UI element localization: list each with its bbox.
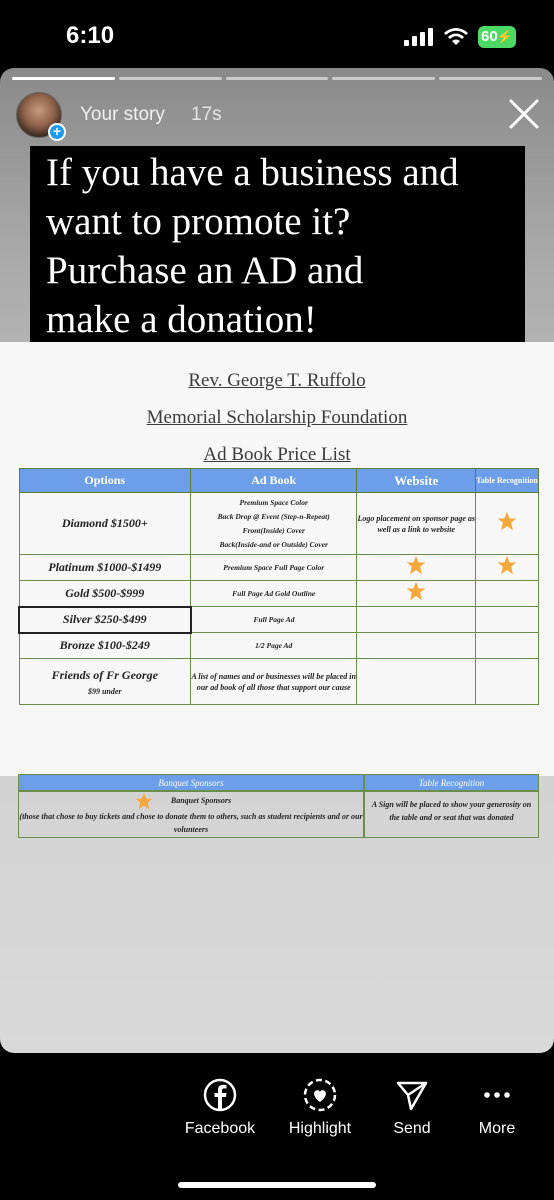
home-indicator[interactable] <box>178 1182 376 1188</box>
battery-level: 60 <box>481 28 498 45</box>
adbook-cell: 1/2 Page Ad <box>191 633 357 659</box>
progress-segment <box>119 77 222 80</box>
star-icon <box>406 555 426 575</box>
table-recognition-cell <box>476 581 539 607</box>
website-cell <box>357 581 476 607</box>
signal-icon <box>404 28 434 46</box>
highlight-button[interactable] <box>275 1078 365 1138</box>
headline-line: make a donation! <box>46 298 317 341</box>
table-recognition-cell <box>476 633 539 659</box>
headline-line: If you have a business and <box>46 151 459 194</box>
progress-segment <box>12 77 115 80</box>
battery-charging-icon <box>478 26 516 48</box>
facebook-button[interactable] <box>175 1078 265 1138</box>
close-icon[interactable] <box>508 98 540 130</box>
table-row <box>19 555 539 581</box>
status-bar <box>0 0 554 70</box>
option-name: Friends of Fr George <box>51 667 158 682</box>
progress-segment <box>226 77 329 80</box>
highlight-heart-icon <box>303 1078 337 1112</box>
adbook-cell: Premium Space Color Back Drop @ Event (Step-n-Repeat) Front(Inside) Cover Back(Inside-and or Outside) Cover <box>191 493 357 555</box>
website-cell <box>357 659 476 705</box>
option-cell: Platinum $1000-$1499 <box>19 555 191 581</box>
table-recognition-cell <box>476 493 539 555</box>
header-website: Website <box>357 469 476 493</box>
flyer-heading <box>0 444 554 466</box>
recognition-cell <box>364 791 539 838</box>
banquet-cell <box>18 791 364 838</box>
add-story-icon[interactable]: + <box>48 123 66 141</box>
website-cell <box>357 633 476 659</box>
wifi-icon <box>443 26 469 46</box>
highlight-label: Highlight <box>288 1120 352 1137</box>
more-label: More <box>478 1120 516 1137</box>
progress-segment <box>439 77 542 80</box>
flyer-title-line: Memorial Scholarship Foundation <box>146 407 408 428</box>
story-age: 17s <box>191 104 222 125</box>
adbook-cell: A list of names and or businesses will be placed in our ad book of all those that support our cause <box>191 659 357 705</box>
status-time: 6:10 <box>66 22 115 49</box>
headline-line: want to promote it? <box>46 200 351 243</box>
adbook-cell: Full Page Ad <box>191 607 357 633</box>
price-table-header <box>19 469 539 493</box>
table-recognition-cell <box>476 555 539 581</box>
table-row <box>19 659 539 705</box>
facebook-icon <box>203 1078 237 1112</box>
website-cell <box>357 555 476 581</box>
website-cell <box>357 607 476 633</box>
banquet-grid <box>18 774 539 838</box>
header-table-recognition: Table Recognition <box>476 469 539 493</box>
table-row <box>19 633 539 659</box>
send-icon <box>395 1078 429 1112</box>
progress-segment <box>332 77 435 80</box>
bolt-icon: ⚡ <box>496 29 513 44</box>
option-cell: Silver $250-$499 <box>19 607 191 633</box>
star-icon <box>406 581 426 601</box>
flyer-title-line: Rev. George T. Ruffolo <box>188 370 366 391</box>
banquet-text: (those that chose to buy tickets and chose to donate them to others, such as student recipients and or our volunteers <box>19 812 363 834</box>
table-row <box>19 607 539 633</box>
adbook-cell: Full Page Ad Gold Outline <box>191 581 357 607</box>
table-row <box>19 493 539 555</box>
story-headline <box>30 146 525 346</box>
story-action-bar <box>0 1058 554 1200</box>
banquet-title: Banquet Sponsors <box>170 796 232 805</box>
option-sub: $99 under <box>87 686 122 696</box>
more-icon <box>480 1078 514 1112</box>
send-label: Send <box>393 1120 431 1137</box>
flyer-subtitle <box>0 407 554 429</box>
flyer-title-line: Ad Book Price List <box>203 444 351 465</box>
headline-line: Purchase an AD and <box>46 249 364 292</box>
facebook-label: Facebook <box>184 1120 256 1137</box>
story-card[interactable] <box>0 68 554 1053</box>
star-icon <box>135 792 153 810</box>
flyer-image <box>0 342 554 834</box>
send-button[interactable] <box>367 1078 457 1138</box>
table-recognition-cell <box>476 607 539 633</box>
star-icon <box>497 555 517 575</box>
table-row <box>19 581 539 607</box>
table-recognition-cell <box>476 659 539 705</box>
flyer-title <box>0 370 554 392</box>
recognition-text: A Sign will be placed to show your generosity on the table and or seat that was donated <box>371 800 532 822</box>
story-owner[interactable]: Your story <box>80 104 165 125</box>
header-adbook: Ad Book <box>191 469 357 493</box>
option-cell <box>19 659 191 705</box>
table-recognition-header: Table Recognition <box>364 774 539 791</box>
star-icon <box>497 511 517 531</box>
header-options: Options <box>19 469 191 493</box>
price-table <box>18 468 539 705</box>
option-cell: Bronze $100-$249 <box>19 633 191 659</box>
story-progress <box>12 77 542 80</box>
banquet-header: Banquet Sponsors <box>18 774 364 791</box>
option-cell: Gold $500-$999 <box>19 581 191 607</box>
more-button[interactable] <box>452 1078 542 1138</box>
option-cell: Diamond $1500+ <box>19 493 191 555</box>
adbook-cell: Premium Space Full Page Color <box>191 555 357 581</box>
website-cell: Logo placement on sponsor page as well as a link to website <box>357 493 476 555</box>
